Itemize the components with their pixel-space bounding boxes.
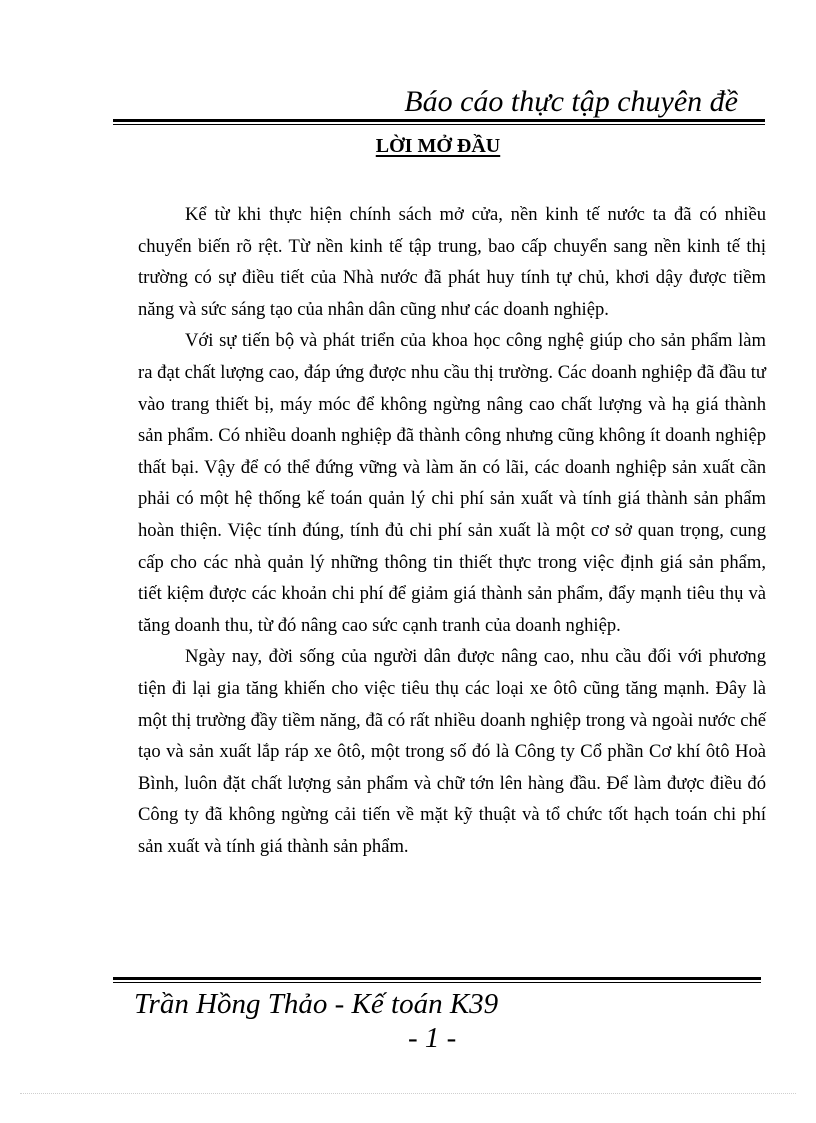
footer-author: Trần Hồng Thảo - Kế toán K39: [134, 988, 499, 1020]
paragraph-1: Kể từ khi thực hiện chính sách mở cửa, nền kinh tế nước ta đã có nhiều chuyển biến rõ rệt. Từ nền kinh tế tập trung, bao cấp chuyển sang nền kinh tế thị trường có sự điều tiết của Nhà nước đã phát huy tính tự chủ, khơi dậy được tiềm năng và sức sáng tạo của nhân dân cũng như các doanh nghiệp.: [138, 204, 766, 320]
page-title: [0, 131, 816, 161]
paragraph-2: Với sự tiến bộ và phát triển của khoa học công nghệ giúp cho sản phẩm làm ra đạt chất lượng cao, đáp ứng được nhu cầu thị trường. Các doanh nghiệp đã đầu tư vào trang thiết bị, máy móc để không ngừng nâng cao chất lượng và hạ giá thành sản phẩm. Có nhiều doanh nghiệp đã thành công nhưng cũng không ít doanh nghiệp thất bại. Vậy để có thể đứng vững và làm ăn có lãi, các doanh nghiệp sản xuất cần phải có một hệ thống kế toán quản lý chi phí sản xuất và tính giá thành sản phẩm hoàn thiện. Việc tính đúng, tính đủ chi phí sản xuất là một cơ sở quan trọng, cung cấp cho các nhà quản lý những thông tin thiết thực trong việc định giá sản phẩm, tiết kiệm được các khoản chi phí để giảm giá thành sản phẩm, đẩy mạnh tiêu thụ và tăng doanh thu, từ đó nâng cao sức cạnh tranh của doanh nghiệp.: [138, 330, 766, 636]
page-title-text: LỜI MỞ ĐẦU: [375, 135, 501, 157]
page-edge-divider: [20, 1093, 796, 1094]
page-number: - 1 -: [408, 1022, 457, 1054]
header-divider: [113, 119, 765, 125]
footer-divider: [113, 977, 761, 983]
paragraph-3: Ngày nay, đời sống của người dân được nâng cao, nhu cầu đối với phương tiện đi lại gia tăng khiến cho việc tiêu thụ các loại xe ôtô cũng tăng mạnh. Đây là một thị trường đầy tiềm năng, đã có rất nhiều doanh nghiệp trong và ngoài nước chế tạo và sản xuất lắp ráp xe ôtô, một trong số đó là Công ty Cổ phần Cơ khí ôtô Hoà Bình, luôn đặt chất lượng sản phẩm và chữ tớn lên hàng đầu. Để làm được điều đó Công ty đã không ngừng cải tiến về mặt kỹ thuật và tổ chức tốt hạch toán chi phí sản xuất và tính giá thành sản phẩm.: [138, 646, 766, 857]
report-header-title: Báo cáo thực tập chuyên đề: [404, 85, 738, 118]
document-body: [138, 199, 766, 862]
